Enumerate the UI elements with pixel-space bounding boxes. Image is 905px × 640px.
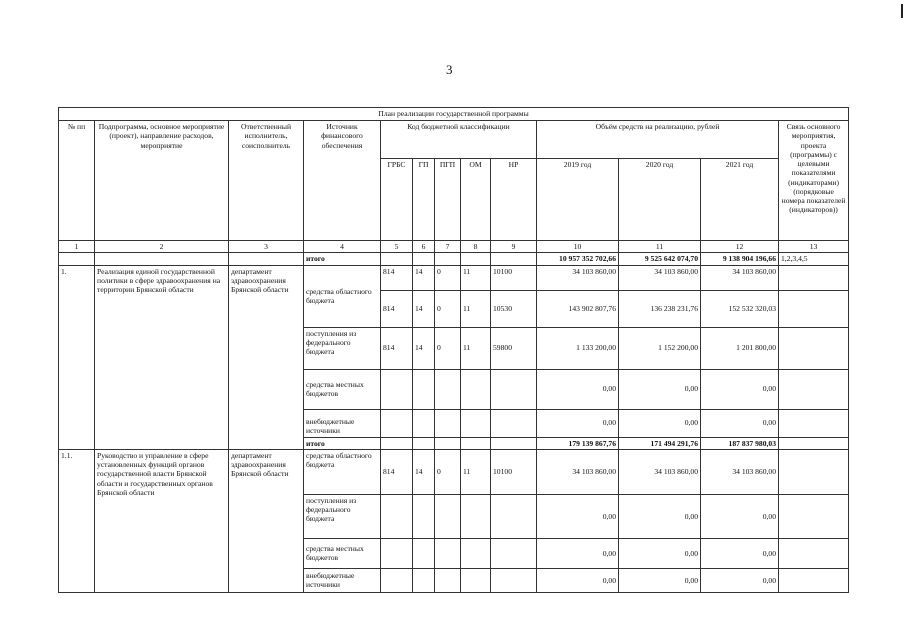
col-number: 7 <box>435 241 461 253</box>
cell-2021: 1 201 800,00 <box>701 327 779 369</box>
cell-2019: 0,00 <box>537 568 619 592</box>
col-number: 10 <box>537 241 619 253</box>
section11-num: 1.1. <box>59 449 95 592</box>
edge-mark <box>901 4 903 18</box>
cell-pgp: 0 <box>435 449 461 494</box>
cell-np: 10530 <box>491 290 537 327</box>
total-2021: 9 138 904 196,66 <box>701 253 779 265</box>
cell-np: 10100 <box>491 449 537 494</box>
cell-2019: 0,00 <box>537 369 619 409</box>
col-number: 3 <box>229 241 304 253</box>
cell-pgp: 0 <box>435 265 461 290</box>
section11-name: Руководство и управление в сфере установленных функций органов государственной власти Брянской области и государственных органов Брянской области <box>95 449 229 592</box>
col-number: 6 <box>413 241 435 253</box>
header-volume: Объём средств на реализацию, рублей <box>537 121 779 159</box>
cell-2020: 34 103 860,00 <box>619 449 701 494</box>
cell-2020: 0,00 <box>619 409 701 437</box>
grand-total-row <box>59 253 849 265</box>
section1-total-2019: 179 139 867,76 <box>537 437 619 449</box>
page-number: 3 <box>446 62 453 77</box>
cell-gp: 14 <box>413 290 435 327</box>
section1-source-federal: поступления из федерального бюджета <box>304 327 381 369</box>
table-title: План реализации государственной программы <box>59 108 849 121</box>
header-subprogram: Подпрограмма, основное мероприятие (проект), направление расходов, мероприятие <box>95 121 229 241</box>
cell-grbs: 814 <box>381 327 413 369</box>
section11-source-local: средства местных бюджетов <box>304 538 381 568</box>
header-responsible: Ответственный исполнитель, соисполнитель <box>229 121 304 241</box>
header-2020: 2020 год <box>619 159 701 241</box>
cell-np: 10100 <box>491 265 537 290</box>
header-source: Источник финансового обеспечения <box>304 121 381 241</box>
cell-om: 11 <box>461 327 491 369</box>
cell-2020: 1 152 200,00 <box>619 327 701 369</box>
section1-source-local: средства местных бюджетов <box>304 369 381 409</box>
plan-table <box>58 107 849 593</box>
header-budget-code: Код бюджетной классификации <box>381 121 537 159</box>
section1-source-regional: средства областного бюджета <box>304 265 381 327</box>
cell-np: 59800 <box>491 327 537 369</box>
cell-2020: 34 103 860,00 <box>619 265 701 290</box>
total-link: 1,2,3,4,5 <box>779 253 849 265</box>
table-row <box>59 449 849 494</box>
cell-2021: 0,00 <box>701 568 779 592</box>
header-num: № пп <box>59 121 95 241</box>
section1-source-extra: внебюджетные источники <box>304 409 381 437</box>
cell-gp: 14 <box>413 265 435 290</box>
section1-total-label: итого <box>304 437 381 449</box>
total-2020: 9 525 642 074,70 <box>619 253 701 265</box>
col-number: 4 <box>304 241 381 253</box>
cell-2020: 0,00 <box>619 538 701 568</box>
col-number: 5 <box>381 241 413 253</box>
col-number: 2 <box>95 241 229 253</box>
cell-2021: 34 103 860,00 <box>701 449 779 494</box>
header-link: Связь основного мероприятия, проекта (программы) с целевыми показателями (индикаторами) (порядковые номера показателей (индикаторов)) <box>779 121 849 241</box>
col-number: 8 <box>461 241 491 253</box>
cell-2021: 0,00 <box>701 494 779 538</box>
cell-2019: 34 103 860,00 <box>537 265 619 290</box>
section11-responsible: департамент здравоохранения Брянской области <box>229 449 304 592</box>
header-grbs: ГРБС <box>381 159 413 241</box>
section1-total-2021: 187 837 980,03 <box>701 437 779 449</box>
cell-2021: 152 532 320,03 <box>701 290 779 327</box>
cell-2019: 0,00 <box>537 409 619 437</box>
cell-2020: 0,00 <box>619 494 701 538</box>
cell-2021: 0,00 <box>701 369 779 409</box>
section1-responsible: департамент здравоохранения Брянской области <box>229 265 304 449</box>
total-2019: 10 957 352 702,66 <box>537 253 619 265</box>
cell-2019: 1 133 200,00 <box>537 327 619 369</box>
cell-2020: 0,00 <box>619 568 701 592</box>
header-om: ОМ <box>461 159 491 241</box>
header-np: НР <box>491 159 537 241</box>
section11-source-extra: внебюджетные источники <box>304 568 381 592</box>
cell-2019: 34 103 860,00 <box>537 449 619 494</box>
cell-pgp: 0 <box>435 327 461 369</box>
section1-name: Реализация единой государственной политики в сфере здравоохранения на территории Брянской области <box>95 265 229 449</box>
cell-2021: 34 103 860,00 <box>701 265 779 290</box>
col-number: 13 <box>779 241 849 253</box>
section11-source-regional: средства областного бюджета <box>304 449 381 494</box>
cell-gp: 14 <box>413 449 435 494</box>
cell-2019: 0,00 <box>537 494 619 538</box>
cell-gp: 14 <box>413 327 435 369</box>
col-number: 1 <box>59 241 95 253</box>
total-label: итого <box>304 253 381 265</box>
cell-2019: 0,00 <box>537 538 619 568</box>
header-gp: ГП <box>413 159 435 241</box>
table-row <box>59 265 849 290</box>
cell-2020: 136 238 231,76 <box>619 290 701 327</box>
cell-grbs: 814 <box>381 449 413 494</box>
cell-om: 11 <box>461 290 491 327</box>
col-number: 12 <box>701 241 779 253</box>
cell-2021: 0,00 <box>701 409 779 437</box>
header-pgp: ПГП <box>435 159 461 241</box>
col-number: 11 <box>619 241 701 253</box>
section11-source-federal: поступления из федерального бюджета <box>304 494 381 538</box>
cell-om: 11 <box>461 265 491 290</box>
section1-total-2020: 171 494 291,76 <box>619 437 701 449</box>
cell-2020: 0,00 <box>619 369 701 409</box>
cell-grbs: 814 <box>381 290 413 327</box>
cell-grbs: 814 <box>381 265 413 290</box>
header-2019: 2019 год <box>537 159 619 241</box>
col-number: 9 <box>491 241 537 253</box>
section1-num: 1. <box>59 265 95 449</box>
cell-2021: 0,00 <box>701 538 779 568</box>
cell-2019: 143 902 807,76 <box>537 290 619 327</box>
cell-pgp: 0 <box>435 290 461 327</box>
header-2021: 2021 год <box>701 159 779 241</box>
cell-om: 11 <box>461 449 491 494</box>
